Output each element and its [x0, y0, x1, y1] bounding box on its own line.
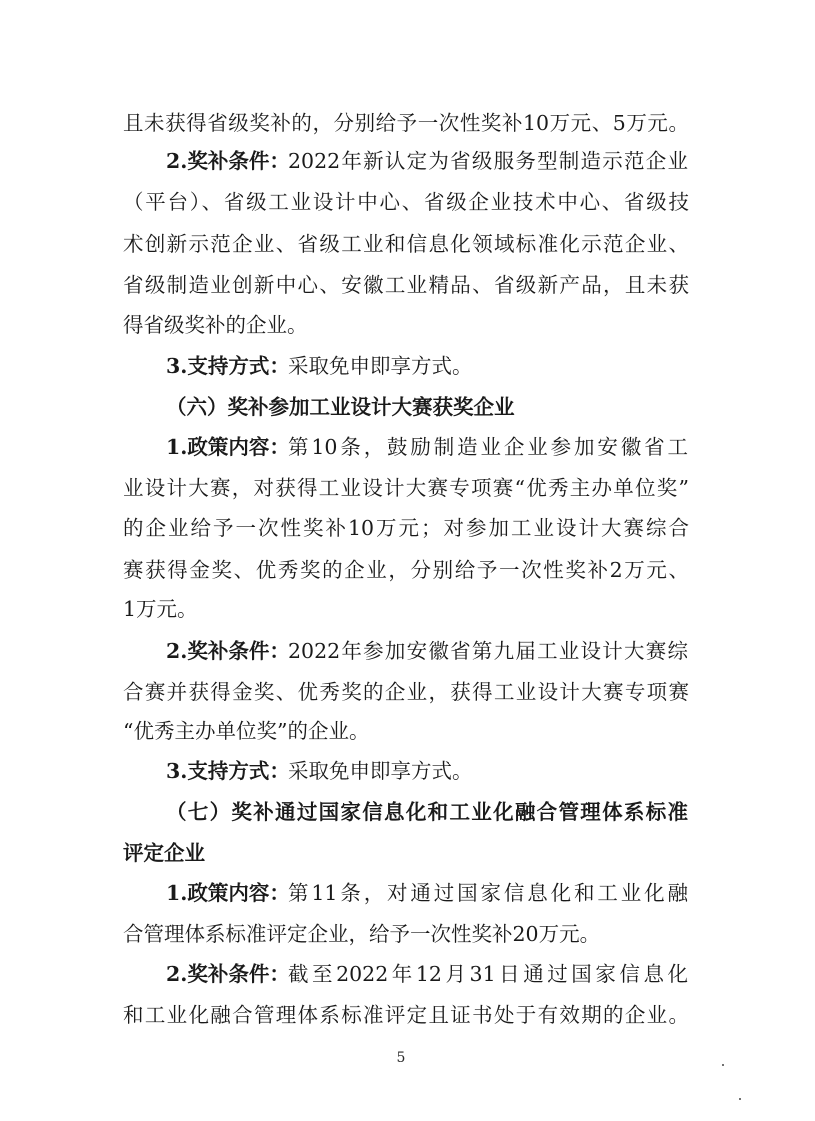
body-line: [0, 183, 815, 221]
line-text: 省级制造业创新中心、安徽工业精品、省级新产品，且未获: [123, 273, 689, 297]
heading-text: （六）奖补参加工业设计大赛获奖企业: [166, 395, 515, 419]
body-line: [0, 306, 815, 344]
line-text: 赛获得金奖、优秀奖的企业，分别给予一次性奖补2万元、: [123, 558, 689, 582]
item-label: 2.奖补条件：: [166, 962, 290, 986]
body-line: [0, 266, 815, 304]
body-line: [0, 225, 815, 263]
body-line: [0, 469, 815, 507]
line-text: 2022年新认定为省级服务型制造示范企业: [288, 149, 688, 173]
line-text: 术创新示范企业、省级工业和信息化领域标准化示范企业、: [123, 232, 689, 256]
line-text: 得省级奖补的企业。: [123, 313, 308, 337]
body-line: [0, 509, 815, 547]
line-text: 合管理体系标准评定企业，给予一次性奖补20万元。: [123, 922, 601, 946]
section-heading: [0, 793, 815, 831]
line-text: 第11条，对通过国家信息化和工业化融: [288, 881, 688, 905]
item-label: 2.奖补条件：: [166, 639, 290, 663]
item-label: 2.奖补条件：: [166, 149, 290, 173]
line-text: 合赛并获得金奖、优秀奖的企业，获得工业设计大赛专项赛: [123, 680, 689, 704]
section-heading: [0, 834, 815, 872]
line-text: 和工业化融合管理体系标准评定且证书处于有效期的企业。: [123, 1003, 689, 1027]
item-label: 1.政策内容：: [166, 881, 290, 905]
line-text: 2022年参加安徽省第九届工业设计大赛综: [288, 639, 688, 663]
line-text: 采取免申即享方式。: [288, 354, 473, 378]
body-line: [0, 347, 815, 385]
body-line: [0, 955, 815, 993]
line-text: “优秀主办单位奖”的企业。: [123, 719, 370, 743]
body-line: [0, 752, 815, 790]
heading-text: （七）奖补通过国家信息化和工业化融合管理体系标准: [166, 800, 688, 824]
body-line: [0, 590, 815, 628]
line-text: 截至2022年12月31日通过国家信息化: [288, 962, 688, 986]
body-line: [0, 874, 815, 912]
line-text: （平台）、省级工业设计中心、省级企业技术中心、省级技: [123, 190, 689, 214]
line-text: 且未获得省级奖补的，分别给予一次性奖补10万元、5万元。: [123, 111, 689, 135]
line-text: 1万元。: [123, 597, 198, 621]
body-line: [0, 142, 815, 180]
body-line: [0, 712, 815, 750]
body-line: [0, 551, 815, 589]
item-label: 3.支持方式：: [166, 759, 290, 783]
scan-speck: [739, 1098, 741, 1100]
body-line: [0, 428, 815, 466]
scan-speck: [722, 1064, 724, 1066]
item-label: 1.政策内容：: [166, 435, 290, 459]
line-text: 业设计大赛，对获得工业设计大赛专项赛“优秀主办单位奖”: [123, 476, 689, 500]
body-line: [0, 673, 815, 711]
line-text: 的企业给予一次性奖补10万元；对参加工业设计大赛综合: [123, 516, 689, 540]
line-text: 第10条，鼓励制造业企业参加安徽省工: [288, 435, 688, 459]
body-line: [0, 996, 815, 1034]
heading-text: 评定企业: [123, 841, 205, 865]
body-line: [0, 915, 815, 953]
item-label: 3.支持方式：: [166, 354, 290, 378]
section-heading: [0, 388, 815, 426]
page-number: 5: [396, 1050, 406, 1066]
line-text: 采取免申即享方式。: [288, 759, 473, 783]
body-line: [0, 632, 815, 670]
body-line: [0, 104, 815, 142]
